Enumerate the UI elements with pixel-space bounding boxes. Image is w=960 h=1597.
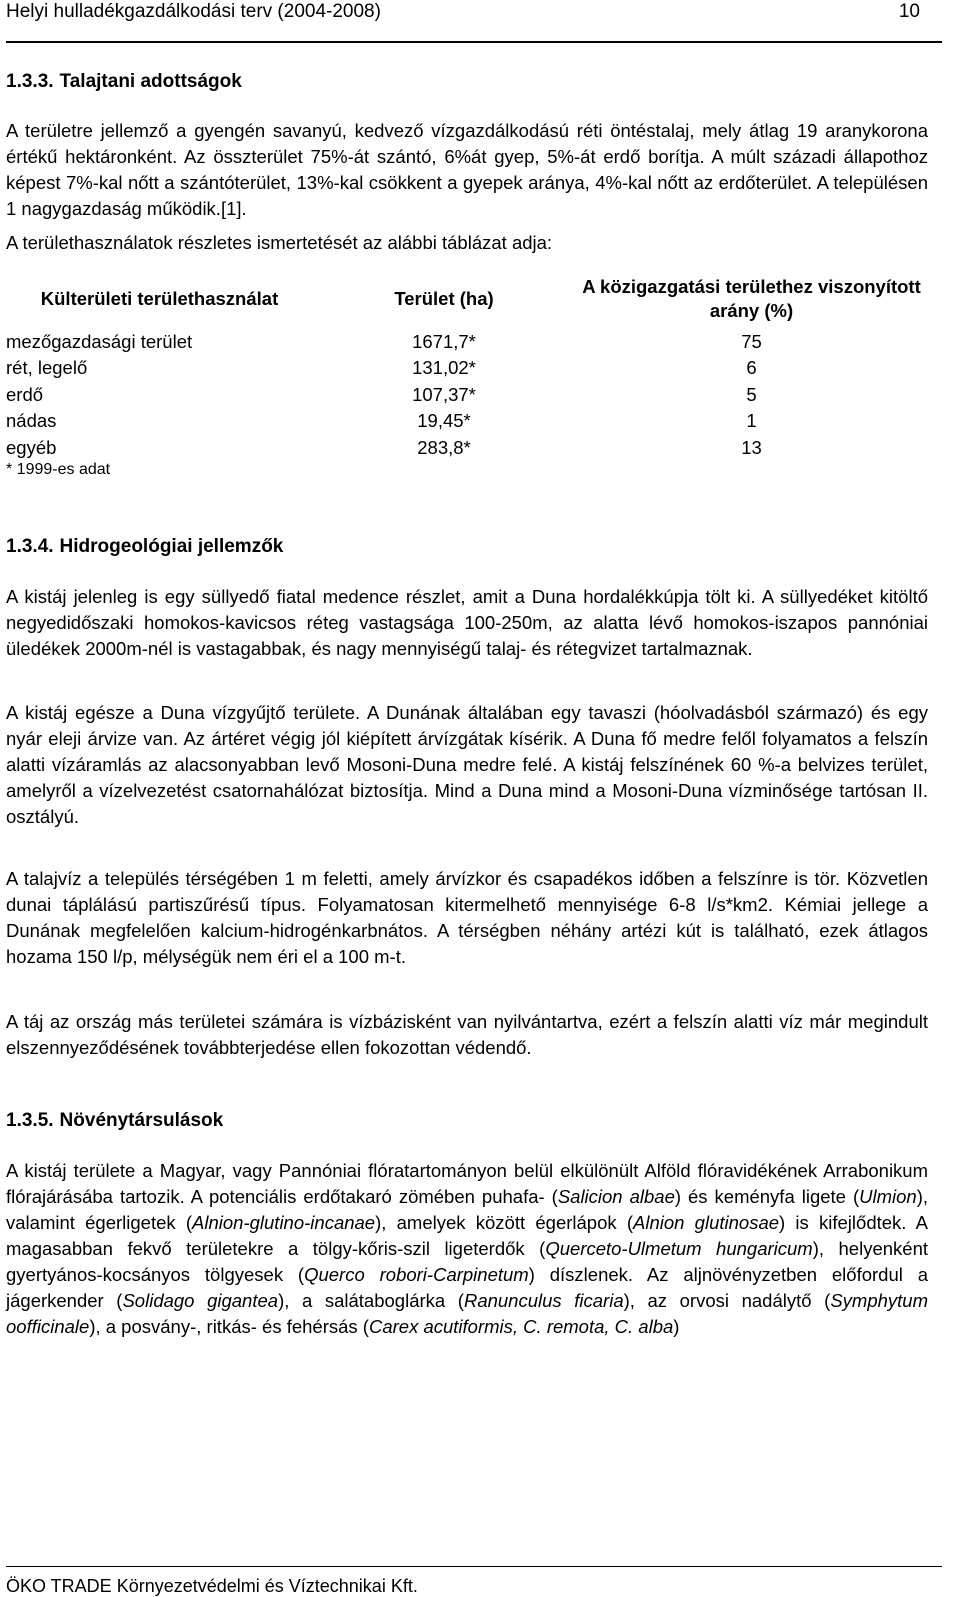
text-segment: ) és keményfa ligete ( bbox=[674, 1186, 860, 1207]
section-135-heading bbox=[6, 1109, 928, 1133]
table-intro-paragraph: A területhasználatok részletes ismertetését az alábbi táblázat adja: bbox=[6, 232, 553, 253]
text-segment: ), a salátaboglárka ( bbox=[278, 1290, 464, 1311]
text-segment: ), a posvány-, ritkás- és fehérsás ( bbox=[89, 1316, 369, 1337]
table-cell: nádas bbox=[6, 410, 57, 431]
section-133-heading bbox=[6, 70, 928, 94]
section-135-paragraph bbox=[6, 1158, 928, 1340]
table-cell: 1 bbox=[746, 410, 757, 431]
table-cell: mezőgazdasági terület bbox=[6, 330, 193, 352]
text-segment: A kistáj területe a Magyar, vagy Pannóniai flóratartományon belül elkülönült Alföld flóravidékének Arrabonikum flórajárásába tartozik. A potenciális erdőtakaró zömében puhafa- ( bbox=[6, 1160, 928, 1207]
table-header-cell: A közigazgatási területhez viszonyított arány (%) bbox=[582, 276, 921, 321]
page-header bbox=[6, 0, 942, 43]
section-134-paragraph: A kistáj jelenleg is egy süllyedő fiatal medence részlet, amit a Duna hordalékkúpja tölt ki. A süllyedéket kitöltő negyedidőszaki homokos-kavicsos réteg vastagsága 100-250m, az alatta lévő homokos-iszapos pannóniai üledékek 2000m-nél is vastagabbak, és nagy mennyiségű talaj- és rétegvizet tartalmaznak. bbox=[6, 586, 928, 659]
section-title: Talajtani adottságok bbox=[59, 71, 242, 92]
table-row bbox=[6, 408, 928, 434]
text-segment: ) bbox=[673, 1316, 680, 1337]
table-cell: 13 bbox=[741, 436, 762, 458]
latin-name: Querco robori-Carpinetum bbox=[304, 1264, 529, 1285]
land-use-table bbox=[6, 270, 928, 461]
section-134-paragraph: A táj az ország más területei számára is vízbázisként van nyilvántartva, ezért a felszín alatti víz már megindult elszennyeződésének továbbterjedése ellen fokozottan védendő. bbox=[6, 1011, 928, 1058]
latin-name: Carex acutiformis, C. remota, C. alba bbox=[368, 1316, 674, 1337]
section-number: 1.3.3. bbox=[6, 71, 54, 92]
header-title: Helyi hulladékgazdálkodási terv (2004-2008) bbox=[6, 1, 381, 22]
section-134-heading bbox=[6, 535, 928, 559]
table-row bbox=[6, 381, 928, 408]
table-cell: 131,02* bbox=[412, 357, 476, 378]
section-133-paragraph: A területre jellemző a gyengén savanyú, kedvező vízgazdálkodású réti öntéstalaj, mely átlag 19 aranykorona értékű hektáronként. Az összterület 75%-át szántó, 6%át gyep, 5%-át erdő borítja. A múlt századi állapothoz képest 7%-kal nőtt a szántóterület, 13%-kal csökkent a gyepek aránya, 4%-kal nőtt az erdőterület. A településen 1 nagygazdaság működik.[1]. bbox=[6, 120, 928, 219]
text-segment: ), amelyek között égerlápok ( bbox=[375, 1212, 634, 1233]
table-cell: 1671,7* bbox=[412, 330, 476, 352]
text-segment: ) díszlenek. Az aljnövényzetben előfordul a jágerkender ( bbox=[6, 1264, 928, 1311]
latin-name: Ulmion bbox=[859, 1186, 917, 1207]
latin-name: Querceto-Ulmetum hungaricum bbox=[545, 1238, 813, 1259]
latin-name: Alnion glutinosae bbox=[633, 1212, 780, 1233]
text-segment: ), helyenként gyertyános-kocsányos tölgyesek ( bbox=[6, 1238, 928, 1285]
table-cell: 107,37* bbox=[412, 383, 476, 405]
table-cell: 283,8* bbox=[417, 436, 471, 458]
latin-name: Salicion albae bbox=[557, 1186, 675, 1207]
section-number: 1.3.5. bbox=[6, 1110, 54, 1131]
latin-name: Ranunculus ficaria bbox=[463, 1290, 624, 1311]
table-row bbox=[6, 434, 928, 461]
table-row bbox=[6, 328, 928, 355]
latin-name: Solidago gigantea bbox=[122, 1290, 279, 1311]
table-header-row bbox=[6, 270, 928, 328]
text-segment: ) is kifejlődtek. A magasabban fekvő területekre a tölgy-kőris-szil ligeterdők ( bbox=[6, 1212, 928, 1259]
section-title: Hidrogeológiai jellemzők bbox=[59, 536, 284, 557]
page-footer bbox=[6, 1566, 942, 1597]
text-segment: ), valamint égerligetek ( bbox=[6, 1186, 928, 1233]
table-cell: erdő bbox=[6, 383, 44, 405]
section-134-paragraph: A kistáj egésze a Duna vízgyűjtő területe. A Dunának általában egy tavaszi (hóolvadásból származó) és egy nyár eleji árvize van. Az ártéret végig jól kiépített árvízgátak kísérik. A Duna fő medre felől folyamatos a felszín alatti vízáramlás az alacsonyabban levő Mosoni-Duna medre felé. A kistáj felszínének 60 %-a belvizes terület, amelyről a vízelvezetést csatornahálózat biztosítja. Mind a Duna mind a Mosoni-Duna vízminősége tartósan II. osztályú. bbox=[6, 702, 928, 827]
table-cell: 6 bbox=[746, 357, 757, 378]
latin-name: Symphytum oofficinale bbox=[6, 1290, 928, 1337]
table-footnote: * 1999-es adat bbox=[6, 461, 111, 478]
table-cell: 5 bbox=[746, 383, 757, 405]
section-title: Növénytársulások bbox=[59, 1110, 224, 1131]
text-segment: ), az orvosi nadálytő ( bbox=[623, 1290, 831, 1311]
table-header-cell: Külterületi területhasználat bbox=[40, 288, 279, 309]
table-cell: 19,45* bbox=[417, 410, 471, 431]
table-cell: 75 bbox=[741, 330, 762, 352]
table-cell: egyéb bbox=[6, 436, 57, 458]
table-cell: rét, legelő bbox=[6, 357, 88, 378]
section-number: 1.3.4. bbox=[6, 536, 54, 557]
section-134-paragraph: A talajvíz a település térségében 1 m feletti, amely árvízkor és csapadékos időben a felszínre is tör. Közvetlen dunai táplálású partiszűrésű típus. Folyamatosan kitermelhető mennyisége 6-8 l/s*km2. Kémiai jellege a Dunának megfelelően kalcium-hidrogénkarbnátos. A térségben néhány artézi kút is található, ezek átlagos hozama 150 l/p, mélységük nem éri el a 100 m-t. bbox=[6, 868, 928, 967]
page-number: 10 bbox=[898, 1, 920, 22]
latin-name: Alnion-glutino-incanae bbox=[192, 1212, 376, 1233]
table-row bbox=[6, 355, 928, 381]
table-header-cell: Terület (ha) bbox=[394, 288, 494, 309]
footer-text: ÖKO TRADE Környezetvédelmi és Víztechnikai Kft. bbox=[6, 1576, 418, 1596]
